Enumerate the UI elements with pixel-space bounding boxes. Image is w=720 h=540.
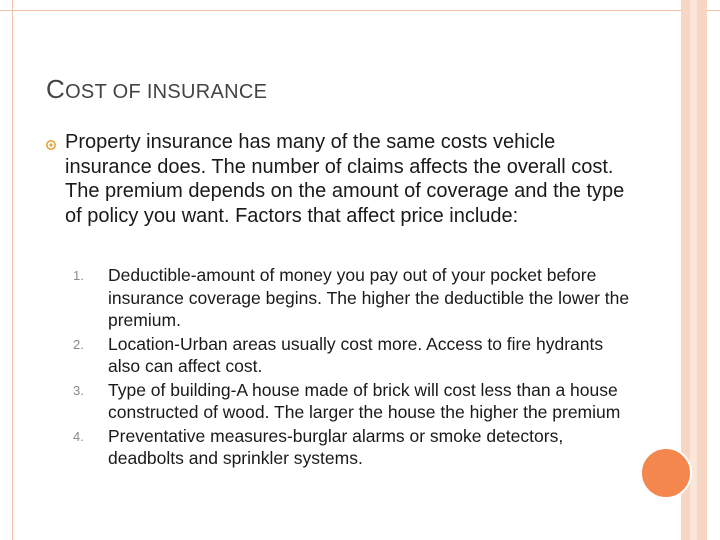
- factors-list: [73, 264, 633, 471]
- factor-number: 1.: [73, 268, 84, 283]
- right-decorative-band-inner: [690, 0, 697, 540]
- factor-number: 3.: [73, 382, 84, 398]
- factor-text: Location-Urban areas usually cost more. Access to fire hydrants also can affect cost.: [108, 333, 604, 376]
- slide-title: [46, 74, 267, 105]
- factor-item: [73, 333, 633, 378]
- sun-bullet-icon: [45, 139, 57, 151]
- factor-item: [73, 425, 633, 470]
- factor-number: 2.: [73, 336, 84, 352]
- main-bullet-text: Property insurance has many of the same costs vehicle insurance does. The number of claims affects the overall cost. The premium depends on the amount of coverage and the type of policy you want. Factors that affect price include:: [65, 131, 625, 227]
- factor-text: Preventative measures-burglar alarms or smoke detectors, deadbolts and sprinkler systems.: [108, 425, 564, 468]
- frame-line-top: [0, 10, 720, 11]
- accent-circle: [640, 447, 692, 499]
- slide-title-rest: OST OF INSURANCE: [65, 81, 268, 103]
- factor-item: [73, 379, 633, 424]
- factor-item: [73, 264, 633, 332]
- factor-text: Deductible-amount of money you pay out of your pocket before insurance coverage begins. The higher the deductible the lower the premium.: [108, 265, 630, 330]
- slide-title-first-letter: C: [46, 74, 66, 104]
- factor-number: 4.: [73, 428, 84, 444]
- factor-text: Type of building-A house made of brick will cost less than a house constructed of wood. The larger the house the higher the premium: [108, 379, 621, 422]
- frame-line-left: [12, 0, 13, 540]
